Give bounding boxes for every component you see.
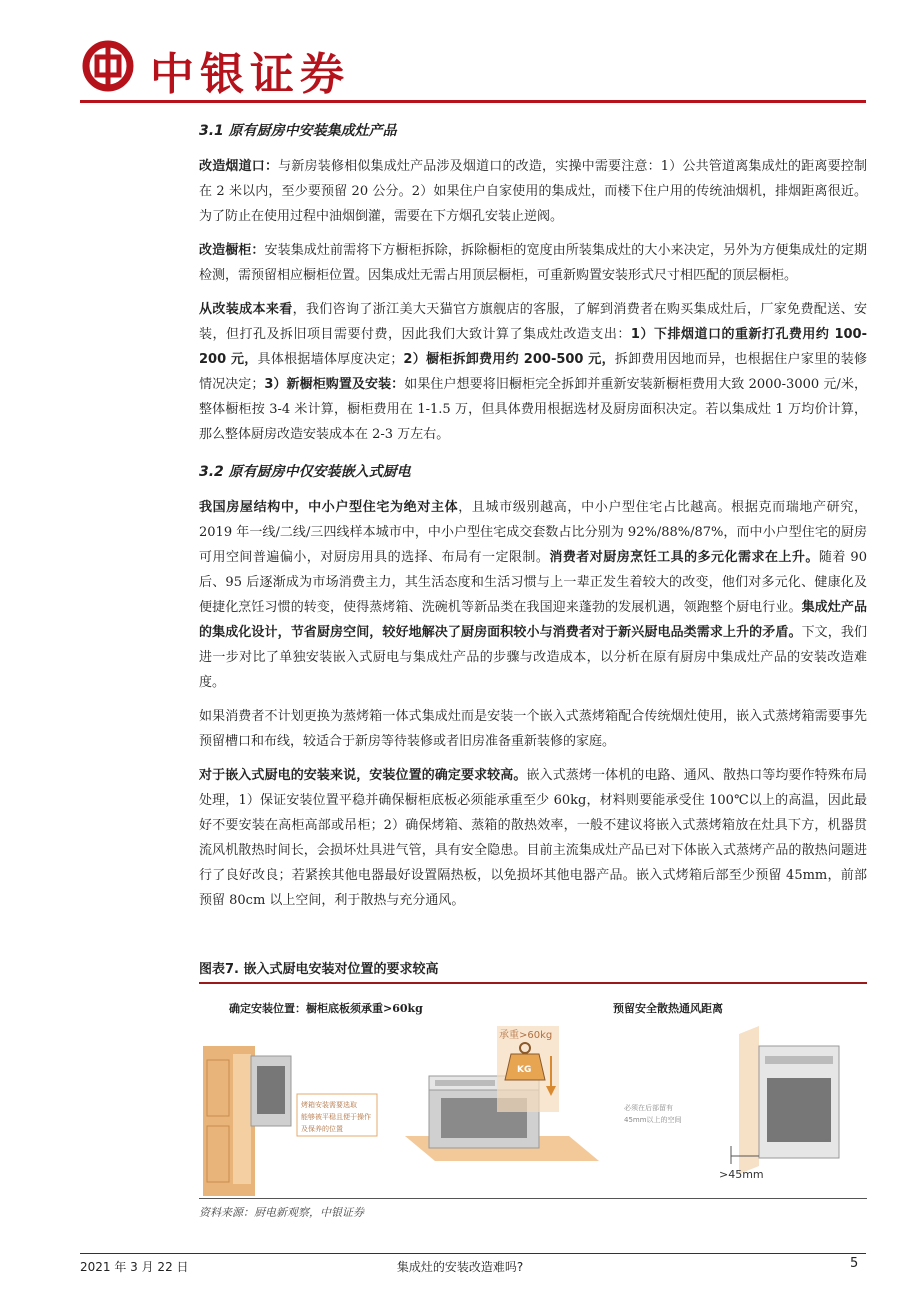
bold-text: 我国房屋结构中，中小户型住宅为绝对主体 (199, 500, 459, 515)
figure-illustration (199, 986, 867, 1196)
body-text: 安装集成灶前需将下方橱柜拆除，拆除橱柜的宽度由所装集成灶的大小来决定，另外为方便集成灶的定期检测，需预留相应橱柜位置。因集成灶无需占用顶层橱柜，可重新购置安装形式尺寸相匹配的顶层橱柜。 (199, 243, 867, 283)
note-left-line: 及保养的位置 (301, 1125, 343, 1133)
page-number: 5 (850, 1256, 859, 1271)
left-caption: 确定安装位置：橱柜底板须承重>60kg (229, 1002, 423, 1015)
lead-text: 对于嵌入式厨电的安装来说，安装位置的确定要求较高。 (199, 768, 527, 783)
figure-bottom-rule (199, 1198, 867, 1199)
bold-text: 集成灶产品的集成化设计，节省厨房空间，较好地解决了厨房面积较小与消费者对于新兴厨电品类需求上升的矛盾。 (199, 600, 867, 640)
bank-of-china-logo-icon (82, 40, 134, 92)
weight-label: 承重>60kg (499, 1030, 553, 1041)
figure-title: 图表7. 嵌入式厨电安装对位置的要求较高 (199, 962, 439, 977)
body-text: 与新房装修相似集成灶产品涉及烟道口的改造，实操中需要注意：1）公共管道离集成灶的距离要控制在 2 米以内，至少要预留 20 公分。2）如果住户自家使用的集成灶，而楼下住户用的传统油烟机，排烟距离很近。为了防止在使用过程中油烟倒灌，需要在下方烟孔安装止逆阀。 (199, 159, 867, 224)
main-content (199, 116, 867, 922)
paragraph (199, 154, 867, 229)
footer-date: 2021 年 3 月 22 日 (80, 1260, 189, 1274)
body-text: 具体根据墙体厚度决定； (257, 352, 404, 367)
body-text: ，且城市级别越高，中小户型住宅占比越高。根据克而瑞地产研究，2019 年一线/二线/三四线样本城市中，中小户型住宅成交套数占比分别为 92%/88%/87%，而中小户型住宅的厨房可用空间普遍偏小，对厨房用具的选择、布局有一定限制。 (199, 500, 867, 565)
paragraph (199, 495, 867, 695)
body-text: 嵌入式蒸烤一体机的电路、通风、散热口等均要作特殊布局处理，1）保证安装位置平稳并确保橱柜底板必须能承重至少 60kg，材料则要能承受住 100℃以上的高温，因此最好不要安装在高柜高部或吊柜；2）确保烤箱、蒸箱的散热效率，一般不建议将嵌入式蒸烤箱放在灶具下方，机器贯流风机散热时间长，会损坏灶具进气管，具有安全隐患。目前主流集成灶产品已对下体嵌入式蒸烤产品的散热问题进行了良好改良；若紧挨其他电器最好设置隔热板，以免损坏其他电器产品。嵌入式烤箱后部至少预留 45mm，前部预留 80cm 以上空间，利于散热与充分通风。 (199, 768, 867, 908)
bold-text: 1）下排烟道口的重新打孔费用约 100-200 元， (199, 327, 867, 367)
body-text: ，我们咨询了浙江美大天猫官方旗舰店的客服，了解到消费者在购买集成灶后，厂家免费配送、安装，但打孔及拆旧项目需要付费，因此我们大致计算了集成灶改造支出： (199, 302, 867, 342)
section-title-3-1: 3.1 原有厨房中安装集成灶产品 (199, 123, 397, 139)
body-text: 如果消费者不计划更换为蒸烤箱一体式集成灶而是安装一个嵌入式蒸烤箱配合传统烟灶使用，嵌入式蒸烤箱需要事先预留槽口和布线，较适合于新房等待装修或者旧房准备重新装修的家庭。 (199, 709, 867, 749)
note-left-line: 能够被平稳且便于操作 (301, 1113, 371, 1121)
lead-text: 从改装成本来看 (199, 302, 293, 317)
right-caption: 预留安全散热通风距离 (613, 1002, 723, 1015)
note-right-line: 必须在后部留有 (624, 1104, 673, 1112)
page-header (0, 0, 920, 110)
footer-divider (80, 1253, 866, 1254)
figure-source: 资料来源：厨电新观察，中银证券 (199, 1206, 364, 1219)
brand-name: 中银证券 (150, 49, 350, 100)
lead-text: 改造橱柜： (199, 243, 265, 258)
cabinet-illustration (203, 1046, 291, 1196)
figure-top-rule (199, 982, 867, 984)
note-left-line: 烤箱安装需要选取 (301, 1101, 357, 1109)
weight-kg-label: KG (517, 1065, 532, 1075)
paragraph (199, 238, 867, 288)
paragraph (199, 763, 867, 913)
body-text: 拆卸费用因地而异，也根据住户家里的装修情况决定； (199, 352, 867, 392)
back-wall (739, 1026, 759, 1174)
header-divider (80, 100, 866, 103)
body-text: 下文，我们进一步对比了单独安装嵌入式厨电与集成灶产品的步骤与改造成本，以分析在原有厨房中集成灶产品的安装改造难度。 (199, 625, 867, 690)
note-right-line: 45mm以上的空间 (624, 1116, 682, 1124)
section-title-3-2: 3.2 原有厨房中仅安装嵌入式厨电 (199, 464, 411, 480)
footer-title: 集成灶的安装改造难吗? (396, 1260, 524, 1274)
oven-right (759, 1046, 839, 1158)
body-text: 随着 90 后、95 后逐渐成为市场消费主力，其生活态度和生活习惯与上一辈正发生着较大的改变，他们对多元化、健康化及便捷化烹饪习惯的转变，使得蒸烤箱、洗碗机等新品类在我国迎来蓬勃的发展机遇，领跑整个厨电行业。 (199, 550, 867, 615)
paragraph (199, 297, 867, 447)
bold-text: 消费者对厨房烹饪工具的多元化需求在上升。 (549, 550, 819, 565)
lead-text: 改造烟道口： (199, 159, 279, 174)
body-text: 如果住户想要将旧橱柜完全拆卸并重新安装新橱柜费用大致 2000-3000 元/米，整体橱柜按 3-4 米计算，橱柜费用在 1-1.5 万，但具体费用根据选材及厨房面积决定。若以集成灶 1 万均价计算，那么整体厨房改造安装成本在 2-3 万左右。 (199, 377, 867, 442)
gap-label: >45mm (719, 1168, 764, 1181)
bold-text: 2）橱柜拆卸费用约 200-500 元， (403, 352, 615, 367)
paragraph (199, 704, 867, 754)
bold-text: 3）新橱柜购置及安装： (264, 377, 405, 392)
